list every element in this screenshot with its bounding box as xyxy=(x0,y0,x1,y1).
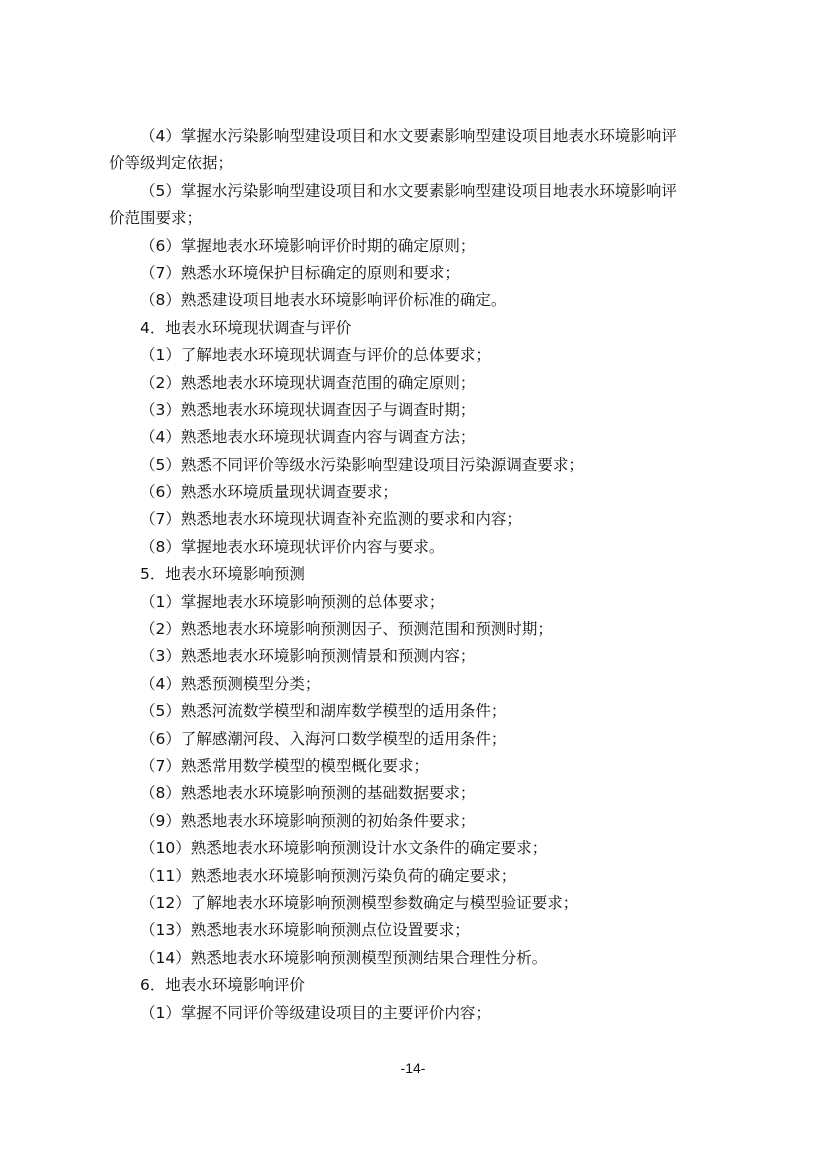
text-line: （14）熟悉地表水环境影响预测模型预测结果合理性分析。 xyxy=(140,948,548,967)
text-line: （2）熟悉地表水环境影响预测因子、预测范围和预测时期； xyxy=(140,620,553,639)
text-line: （11）熟悉地表水环境影响预测污染负荷的确定要求； xyxy=(140,866,517,885)
text-line: （6）了解感潮河段、入海河口数学模型的适用条件； xyxy=(140,729,507,748)
text-line: （4）掌握水污染影响型建设项目和水文要素影响型建设项目地表水环境影响评 xyxy=(140,127,677,145)
text-line: （4）熟悉预测模型分类； xyxy=(140,674,321,693)
text-line: （7）熟悉水环境保护目标确定的原则和要求； xyxy=(140,263,460,282)
text-line: （6）熟悉水环境质量现状调查要求； xyxy=(140,483,398,502)
text-line: （13）熟悉地表水环境影响预测点位设置要求； xyxy=(140,921,470,940)
text-line: 价等级判定依据； xyxy=(109,154,234,173)
text-line: （5）熟悉不同评价等级水污染影响型建设项目污染源调查要求； xyxy=(140,455,584,474)
text-line: （5）熟悉河流数学模型和湖库数学模型的适用条件； xyxy=(140,702,507,721)
text-line: 价范围要求； xyxy=(109,209,203,228)
text-line: （1）掌握不同评价等级建设项目的主要评价内容； xyxy=(140,1003,491,1022)
text-line: （10）熟悉地表水环境影响预测设计水文条件的确定要求； xyxy=(140,839,548,858)
text-line: （8）掌握地表水环境现状评价内容与要求。 xyxy=(140,537,445,556)
text-line: （1）了解地表水环境现状调查与评价的总体要求； xyxy=(140,346,491,365)
text-line: （12）了解地表水环境影响预测模型参数确定与模型验证要求； xyxy=(140,893,579,912)
text-line: （7）熟悉地表水环境现状调查补充监测的要求和内容； xyxy=(140,510,522,529)
text-line: （1）掌握地表水环境影响预测的总体要求； xyxy=(140,592,445,611)
text-line: 5．地表水环境影响预测 xyxy=(140,565,305,584)
page-number: -14- xyxy=(400,1060,426,1076)
text-line: （9）熟悉地表水环境影响预测的初始条件要求； xyxy=(140,811,476,830)
text-line: （3）熟悉地表水环境影响预测情景和预测内容； xyxy=(140,647,476,666)
text-line: （7）熟悉常用数学模型的模型概化要求； xyxy=(140,756,429,775)
document-body xyxy=(109,123,729,1027)
text-line: （5）掌握水污染影响型建设项目和水文要素影响型建设项目地表水环境影响评 xyxy=(140,181,677,200)
text-line: （8）熟悉地表水环境影响预测的基础数据要求； xyxy=(140,784,476,803)
text-line: （6）掌握地表水环境影响评价时期的确定原则； xyxy=(140,236,476,255)
text-line: （3）熟悉地表水环境现状调查因子与调查时期； xyxy=(140,400,476,419)
text-line: （2）熟悉地表水环境现状调查范围的确定原则； xyxy=(140,373,476,392)
text-line: （8）熟悉建设项目地表水环境影响评价标准的确定。 xyxy=(140,291,507,310)
text-line: （4）熟悉地表水环境现状调查内容与调查方法； xyxy=(140,428,476,447)
text-line: 4．地表水环境现状调查与评价 xyxy=(140,318,352,337)
text-line: 6．地表水环境影响评价 xyxy=(140,976,305,995)
